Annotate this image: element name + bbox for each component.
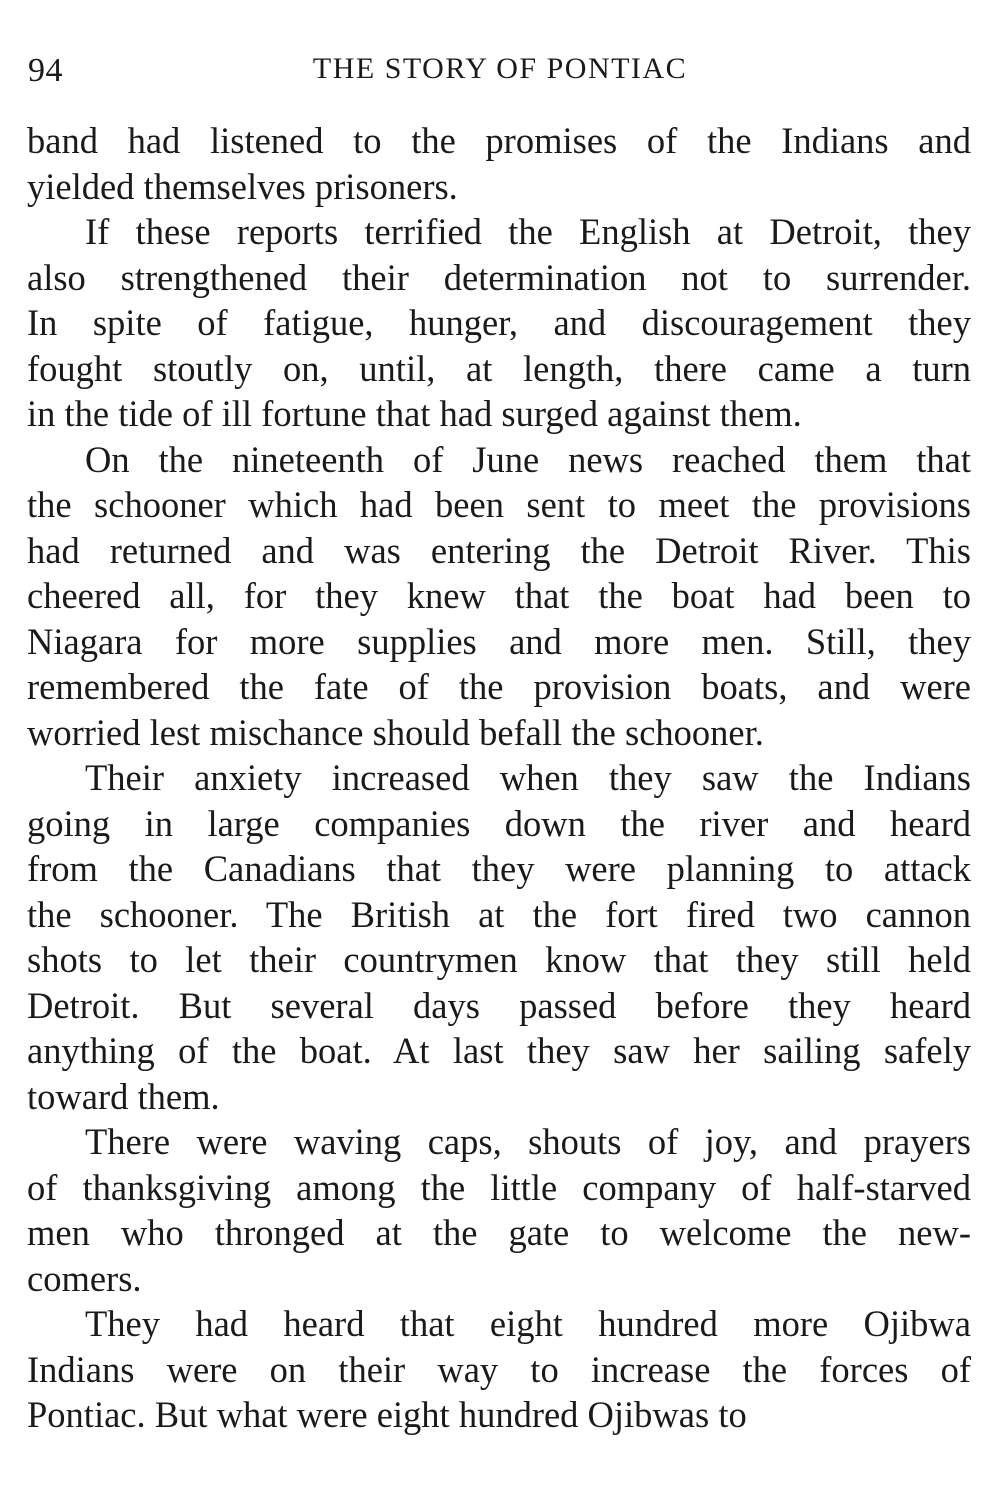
- text-line: the schooner. The British at the fort fired two cannon: [27, 893, 971, 935]
- text-line: fought stoutly on, until, at length, there came a turn: [27, 347, 971, 389]
- text-line: comers.: [27, 1257, 142, 1299]
- text-line: If these reports terrified the English at Detroit, they: [85, 211, 971, 252]
- text-line: also strengthened their determination not to surrender.: [27, 256, 971, 298]
- page-number: 94: [28, 52, 63, 89]
- text-line: On the nineteenth of June news reached them that: [85, 438, 971, 480]
- running-title: THE STORY OF PONTIAC: [312, 52, 688, 85]
- text-line: the schooner which had been sent to meet the provisions: [27, 484, 971, 525]
- text-line: They had heard that eight hundred more Ojibwa: [85, 1303, 971, 1344]
- text-line: cheered all, for they knew that the boat had been to: [27, 575, 971, 616]
- paragraph: [27, 209, 971, 437]
- text-line: from the Canadians that they were planning to attack: [27, 848, 971, 889]
- text-line: band had listened to the promises of the Indians and: [27, 120, 971, 161]
- paragraph: [27, 1119, 971, 1301]
- text-line: Their anxiety increased when they saw the Indians: [85, 757, 971, 798]
- text-line: of thanksgiving among the little company of half-starved: [27, 1166, 971, 1208]
- text-line: in the tide of ill fortune that had surged against them.: [27, 393, 802, 434]
- text-line: In spite of fatigue, hunger, and discouragement they: [27, 302, 971, 343]
- text-line: going in large companies down the river and heard: [27, 802, 971, 844]
- paragraph: [27, 755, 971, 1119]
- text-line: had returned and was entering the Detroit River. This: [27, 529, 971, 571]
- text-line: Pontiac. But what were eight hundred Ojibwas to: [27, 1394, 747, 1435]
- text-line: Detroit. But several days passed before they heard: [27, 984, 971, 1026]
- text-line: Indians were on their way to increase the forces of: [27, 1348, 971, 1390]
- page-header: [28, 46, 972, 96]
- text-line: anything of the boat. At last they saw her sailing safely: [27, 1030, 971, 1071]
- paragraph: [27, 118, 971, 209]
- body-text: [27, 118, 971, 1438]
- text-line: worried lest mischance should befall the schooner.: [27, 711, 764, 753]
- text-line: There were waving caps, shouts of joy, and prayers: [85, 1121, 971, 1162]
- text-line: toward them.: [27, 1075, 220, 1117]
- text-line: remembered the fate of the provision boats, and were: [27, 666, 971, 707]
- text-line: yielded themselves prisoners.: [27, 165, 458, 207]
- text-line: men who thronged at the gate to welcome the new-: [27, 1212, 971, 1253]
- text-line: Niagara for more supplies and more men. Still, they: [27, 620, 971, 662]
- text-line: shots to let their countrymen know that they still held: [27, 939, 971, 980]
- paragraph: [27, 437, 971, 756]
- paragraph: [27, 1301, 971, 1438]
